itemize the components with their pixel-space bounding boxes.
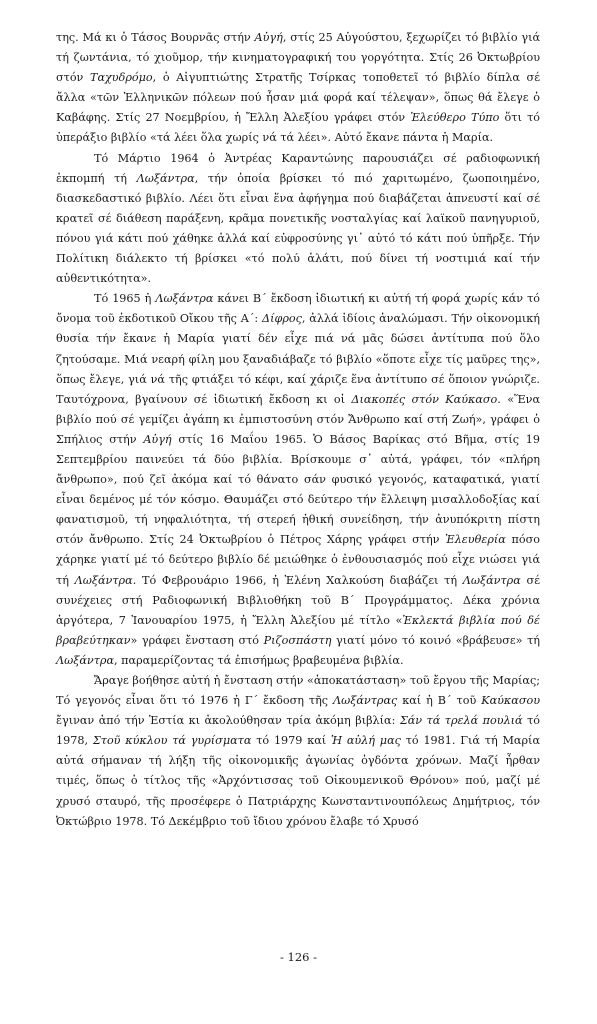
italic-title-text: Λωξάντρα (462, 573, 521, 587)
paragraph-1 (56, 28, 540, 149)
body-text: , ἀλλά ἰδίοις ἀναλώμασι. Τήν οἰκονομική θυσία τήν ἔκανε ἡ Μαρία γιατί δέν εἶχε πιά νά μᾶς δώσει ἀντίτυπα πού ὅλο ζητούσαμε. Μιά νεαρή φίλη μου ξαναδιάβαζε τό βιβλίο «ὅποτε εἶχε τίς μαῦρες της», ὅπως ἔλεγε, γιά νά τῆς φτιάξει τό κέφι, καί χάριζε ἕνα ἀντίτυπο σέ ὅποιον γνώριζε. Ταυτόχρονα, βγαίνουν σέ ἰδιωτική ἔκδοση κι οἱ (56, 312, 540, 406)
body-text: τό 1978, (56, 714, 541, 748)
italic-title-text: Ἡ αὐλή μας (330, 734, 401, 748)
italic-title-text: Ριζοσπάστη (263, 633, 332, 647)
body-text: Τό 1965 ἡ (94, 292, 156, 306)
italic-title-text: Λωξάντρας (333, 694, 398, 708)
body-text: . Τό Φεβρουάριο 1966, ἡ Ἑλένη Χαλκούση διαβάζει τή (132, 573, 463, 587)
page-number: - 126 - (279, 950, 318, 964)
italic-title-text: Αὐγή (143, 432, 172, 446)
body-text: τό 1979 καί (251, 734, 331, 748)
body-text: , στίς 25 Αὐγούστου, ξεχωρίζει τό βιβλίο γιά τή ζωντάνια, τό χιοῦμορ, τήν κινηματογραφική του γοργότητα. Στίς 26 Ὀκτωβρίου στόν (56, 31, 541, 85)
italic-title-text: Ταχυδρόμο (90, 71, 153, 85)
italic-title-text: Ἐλεύθερο Τύπο (410, 111, 500, 125)
italic-title-text: Σάν τά τρελά πουλιά (399, 714, 523, 728)
body-text: σέ συνέχειες στή Ραδιοφωνική Βιβλιοθήκη τοῦ Β´ Προγράμματος. Δέκα χρόνια ἀργότερα, 7 Ἰανουαρίου 1975, ἡ Ἔλλη Ἀλεξίου μέ τίτλο « (56, 573, 540, 627)
italic-title-text: Ἐλευθερία (445, 533, 506, 547)
body-text: της. Μά κι ὁ Τάσος Βουρνᾶς στήν (56, 31, 255, 44)
italic-title-text: Λωξάντρα (56, 653, 115, 667)
body-text: Τό Μάρτιο 1964 ὁ Ἀντρέας Καραντώνης παρουσιάζει σέ ραδιοφωνική ἐκπομπή τή (56, 151, 540, 185)
italic-title-text: Ἐκλεκτά βιβλία πού δέ βραβεύτηκαν (56, 613, 540, 647)
body-text: , παραμερίζοντας τά ἐπισήμως βραβευμένα βιβλία. (114, 653, 404, 667)
italic-title-text: Λωξάντρα (155, 292, 214, 306)
body-text: » γράφει ἔνσταση στό (130, 633, 264, 647)
body-text: πόσο χάρηκε γιατί μέ τό δεύτερο βιβλίο δέ μειώθηκε ὁ ἐνθουσιασμός πού εἶχε νιώσει γιά τή (56, 533, 540, 587)
body-text: γιατί μόνο τό κοινό «βράβευσε» τή (331, 633, 540, 647)
paragraph-3 (56, 289, 540, 671)
body-text: Ἄραγε βοήθησε αὐτή ἡ ἔνσταση στήν «ἀποκατάσταση» τοῦ ἔργου τῆς Μαρίας; Τό γεγονός εἶναι ὅτι τό 1976 ἡ Γ´ ἔκδοση τῆς (56, 674, 540, 708)
paragraph-2 (56, 149, 540, 290)
italic-title-text: Καύκασου (481, 694, 540, 708)
body-text: ὅτι τό ὑπεράξιο βιβλίο «τά λέει ὅλα χωρίς νά τά λέει». Αὐτό ἔκανε πάντα ἡ Μαρία. (56, 111, 540, 145)
page-body (56, 28, 540, 832)
italic-title-text: Στοῦ κύκλου τά γυρίσματα (92, 734, 252, 748)
body-text: ἔγιναν ἀπό τήν Ἑστία κι ἀκολούθησαν τρία ἀκόμη βιβλία: (56, 714, 400, 728)
body-text: . «Ἕνα βιβλίο πού σέ γεμίζει ἀγάπη κι ἐμπιστοσύνη στόν Ἄνθρωπο καί στή Ζωή», γράφει ὁ Σπήλιος στήν (56, 392, 541, 446)
body-text: , ὁ Αἰγυπτιώτης Στρατῆς Τσίρκας τοποθετεῖ τό βιβλίο δίπλα σέ ἄλλα «τῶν Ἑλληνικῶν πόλεων πού ἦσαν μιά φορά καί τέλεψαν», ὅπως θά ἔλεγε ὁ Καβάφης. Στίς 27 Νοεμβρίου, ἡ Ἔλλη Ἀλεξίου γράφει στόν (56, 71, 540, 125)
body-text: στίς 16 Μαΐου 1965. Ὁ Βάσος Βαρίκας στό Βῆμα, στίς 19 Σεπτεμβρίου παινεύει τά δύο βιβλία. Βρίσκουμε σ᾽ αὐτά, γράφει, τόν «πλήρη ἄνθρωπο», πού ζεῖ ἀκόμα καί τό θάνατο σάν φυσικό γεγονός, καταφατικά, γιατί εἶναι δεμένος μέ τόν κόσμο. Θαυμάζει στό δεύτερο τήν ἔλλειψη μισαλλοδοξίας καί φανατισμοῦ, τή νηφαλιότητα, τή στερεή ἠθική συνείδηση, τήν ἀνυπόκριτη πίστη στόν ἄνθρωπο. Στίς 24 Ὀκτωβρίου ὁ Πέτρος Χάρης γράφει στήν (56, 432, 540, 547)
italic-title-text: Διακοπές στόν Καύκασο (351, 392, 498, 406)
body-text: τό 1981. Γιά τή Μαρία αὐτά σήμαναν τή λήξη τῆς οἰκονομικῆς ἀγωνίας ὀγδόντα χρόνων. Μαζί ἦρθαν τιμές, ὅπως ὁ τίτλος τῆς «Ἀρχόντισσας τοῦ Οἰκουμενικοῦ Θρόνου» πού, μαζί μέ χρυσό σταυρό, τῆς προσέφερε ὁ Πατριάρχης Κωνσταντινουπόλεως Δημήτριος, τόν Ὀκτώβριο 1978. Τό Δεκέμβριο τοῦ ἴδιου χρόνου ἔλαβε τό Χρυσό (56, 734, 541, 828)
italic-title-text: Δίφρος (262, 312, 302, 326)
body-text: κάνει Β´ ἔκδοση ἰδιωτική κι αὐτή τή φορά χωρίς κάν τό ὄνομα τοῦ ἐκδοτικοῦ Οἴκου τῆς Α´: (56, 292, 541, 326)
body-text: καί ἡ Β´ τοῦ (397, 694, 482, 708)
italic-title-text: Αὐγή (254, 31, 283, 44)
italic-title-text: Λωξάντρα (74, 573, 133, 587)
italic-title-text: Λωξάντρα (136, 171, 195, 185)
paragraph-4 (56, 671, 540, 832)
body-text: , τήν ὁποία βρίσκει τό πιό χαριτωμένο, ζωοποιημένο, διασκεδαστικό βιβλίο. Λέει ὅτι εἶναι ἕνα ἀφήγημα πού διαβάζεται ἀπνευστί καί σέ κρατεῖ σέ διάθεση παράξενη, κρᾶμα πονετικῆς νοσταλγίας καί λαϊκοῦ πανηγυριοῦ, πόνου γιά κάτι πού χάθηκε ἀλλά καί εὐφροσύνης γι᾽ αὐτό τό κάτι πού ὑπῆρξε. Τήν Πολίτικη διάλεκτο τή βρίσκει «τό πολύ ἁλάτι, πού δίνει τή νοστιμιά καί τήν αὐθεντικότητα». (56, 171, 541, 286)
